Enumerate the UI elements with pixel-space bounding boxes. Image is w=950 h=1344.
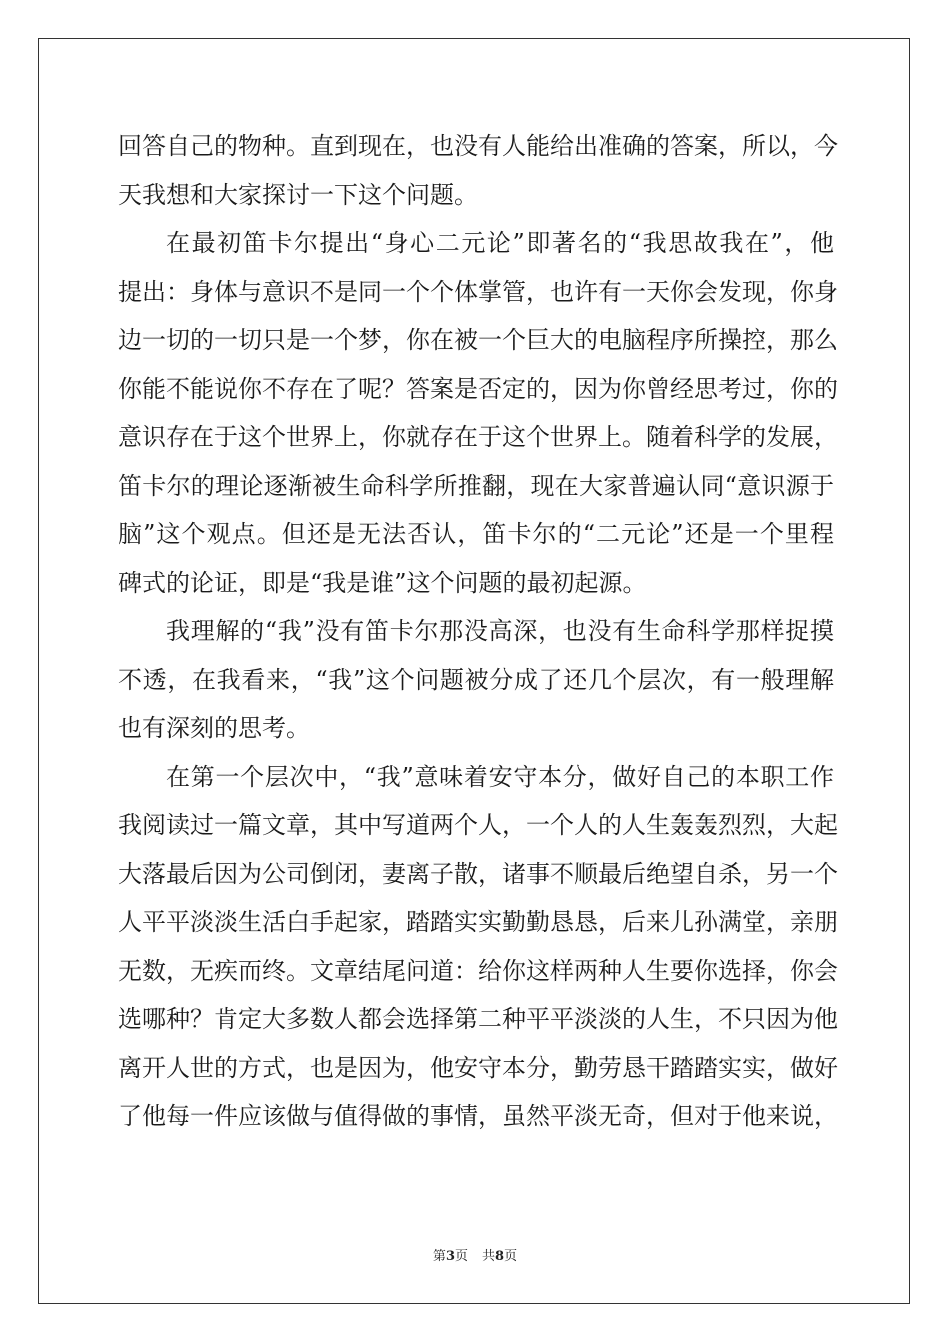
text-line: 人平平淡淡生活白手起家，踏踏实实勤勤恳恳，后来儿孙满堂，亲朋 xyxy=(118,908,838,936)
text-line: 我理解的“我”没有笛卡尔那没高深，也没有生命科学那样捉摸 xyxy=(166,617,834,645)
text-line: 在第一个层次中，“我”意味着安守本分，做好自己的本职工作 xyxy=(166,762,834,791)
text-line: 提出：身体与意识不是同一个个体掌管，也许有一天你会发现，你身 xyxy=(118,277,838,306)
text-line: 边一切的一切只是一个梦，你在被一个巨大的电脑程序所操控，那么 xyxy=(118,326,838,354)
text-line: 大落最后因为公司倒闭，妻离子散，诸事不顺最后绝望自杀，另一个 xyxy=(118,859,838,888)
text-line: 选哪种？肯定大多数人都会选择第二种平平淡淡的人生，不只因为他 xyxy=(118,1005,838,1033)
document-body xyxy=(118,122,838,1141)
text-line: 天我想和大家探讨一下这个问题。 xyxy=(118,180,478,209)
text-line: 脑”这个观点。但还是无法否认，笛卡尔的“二元论”还是一个里程 xyxy=(118,520,834,548)
page-footer xyxy=(0,1245,950,1264)
text-line: 碑式的论证，即是“我是谁”这个问题的最初起源。 xyxy=(118,568,647,597)
text-line: 回答自己的物种。直到现在，也没有人能给出准确的答案，所以，今 xyxy=(118,132,838,160)
text-line: 我阅读过一篇文章，其中写道两个人，一个人的人生轰轰烈烈，大起 xyxy=(118,811,838,839)
current-page-number: 3 xyxy=(445,1249,455,1264)
total-label-suffix: 页 xyxy=(504,1249,518,1264)
text-line: 也有深刻的思考。 xyxy=(118,714,310,742)
total-label-prefix: 共 xyxy=(482,1249,496,1264)
total-page-count: 8 xyxy=(495,1249,505,1264)
page-label-prefix: 第 xyxy=(432,1249,446,1264)
text-line: 不透，在我看来，“我”这个问题被分成了还几个层次，有一般理解 xyxy=(118,665,834,694)
page-label-suffix: 页 xyxy=(454,1249,468,1264)
text-line: 离开人世的方式，也是因为，他安守本分，勤劳恳干踏踏实实，做好 xyxy=(118,1053,838,1082)
text-line: 了他每一件应该做与值得做的事情，虽然平淡无奇，但对于他来说， xyxy=(118,1102,838,1130)
text-line: 无数，无疾而终。文章结尾问道：给你这样两种人生要你选择，你会 xyxy=(118,956,838,985)
text-line: 你能不能说你不存在了呢？答案是否定的，因为你曾经思考过，你的 xyxy=(118,374,838,403)
text-line: 笛卡尔的理论逐渐被生命科学所推翻，现在大家普遍认同“意识源于 xyxy=(118,471,834,500)
text-line: 在最初笛卡尔提出“身心二元论”即著名的“我思故我在”，他 xyxy=(166,229,834,257)
text-line: 意识存在于这个世界上，你就存在于这个世界上。随着科学的发展， xyxy=(118,423,838,451)
